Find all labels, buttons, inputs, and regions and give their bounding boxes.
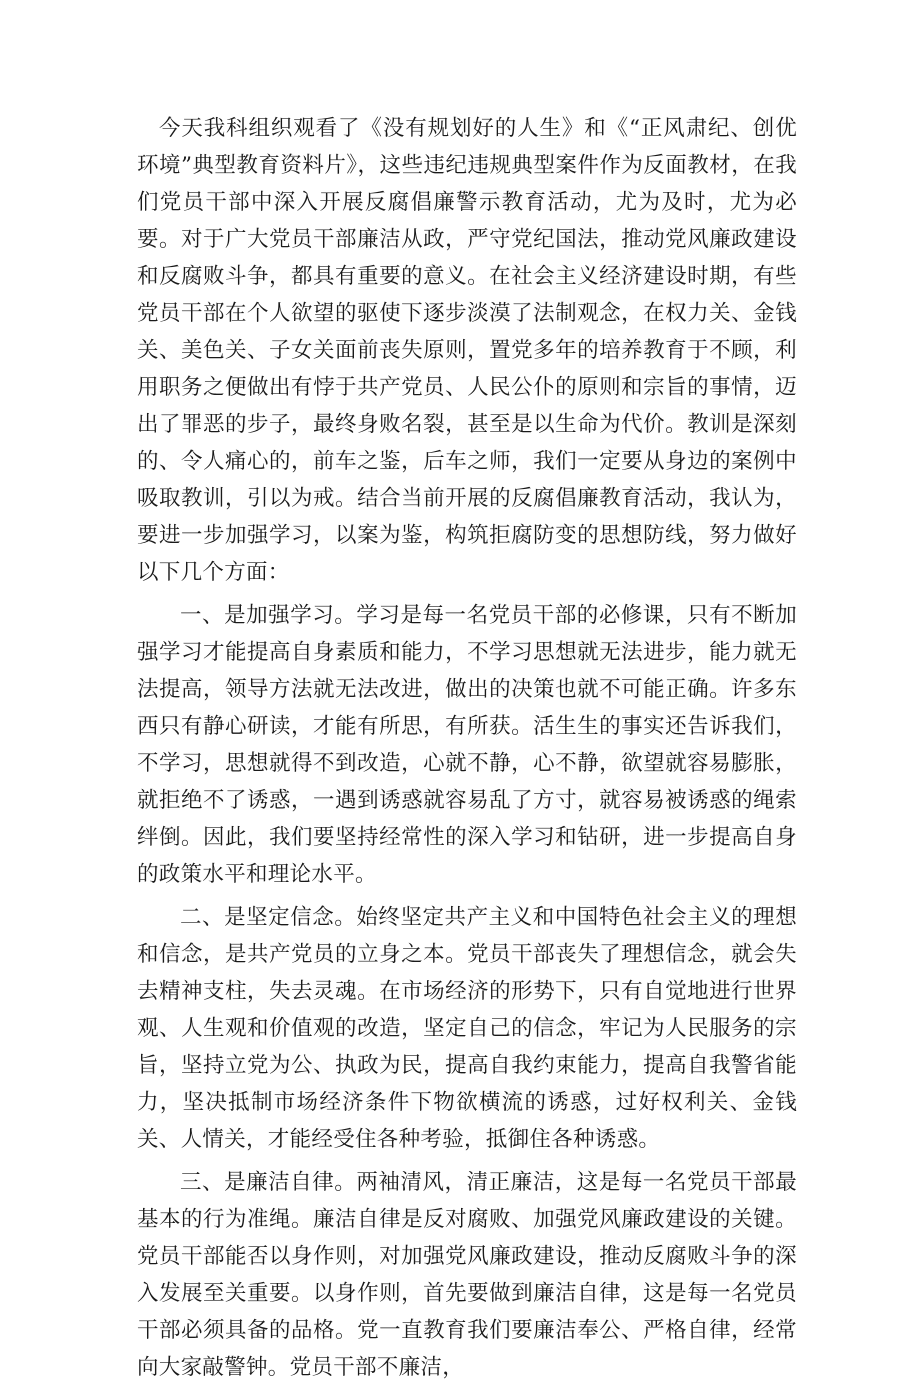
paragraph-firm-belief: 二、是坚定信念。始终坚定共产主义和中国特色社会主义的理想和信念，是共产党员的立身之本。党员干部丧失了理想信念，就会失去精神支柱，失去灵魂。在市场经济的形势下，只有自觉地进行世界观、人生观和价值观的改造，坚定自己的信念，牢记为人民服务的宗旨，坚持立党为公、执政为民，提高自我约束能力，提高自我警省能力，坚决抵制市场经济条件下物欲横流的诱惑，过好权利关、金钱关、人情关，才能经受住各种考验，抵御住各种诱惑。 <box>137 905 797 1152</box>
paragraph-self-discipline: 三、是廉洁自律。两袖清风，清正廉洁，这是每一名党员干部最基本的行为准绳。廉洁自律是反对腐败、加强党风廉政建设的关键。党员干部能否以身作则，对加强党风廉政建设，推动反腐败斗争的深入发展至关重要。以身作则，首先要做到廉洁自律，这是每一名党员干部必须具备的品格。党一直教育我们要廉洁奉公、严格自律，经常向大家敲警钟。党员干部不廉洁， <box>137 1170 797 1380</box>
paragraph-intro: 今天我科组织观看了《没有规划好的人生》和《“正风肃纪、创优环境”典型教育资料片》，这些违纪违规典型案件作为反面教材，在我们党员干部中深入开展反腐倡廉警示教育活动，尤为及时，尤为必要。对于广大党员干部廉洁从政，严守党纪国法，推动党风廉政建设和反腐败斗争，都具有重要的意义。在社会主义经济建设时期，有些党员干部在个人欲望的驱使下逐步淡漠了法制观念，在权力关、金钱关、美色关、子女关面前丧失原则，置党多年的培养教育于不顾，利用职务之便做出有悖于共产党员、人民公仆的原则和宗旨的事情，迈出了罪恶的步子，最终身败名裂，甚至是以生命为代价。教训是深刻的、令人痛心的，前车之鉴，后车之师，我们一定要从身边的案例中吸取教训，引以为戒。结合当前开展的反腐倡廉教育活动，我认为，要进一步加强学习，以案为鉴，构筑拒腐防变的思想防线，努力做好以下几个方面： <box>137 116 797 585</box>
document-body <box>137 110 797 1386</box>
paragraph-strengthen-study: 一、是加强学习。学习是每一名党员干部的必修课，只有不断加强学习才能提高自身素质和能力，不学习思想就无法进步，能力就无法提高，领导方法就无法改进，做出的决策也就不可能正确。许多东西只有静心研读，才能有所思，有所获。活生生的事实还告诉我们，不学习，思想就得不到改造，心就不静，心不静，欲望就容易膨胀，就拒绝不了诱惑，一遇到诱惑就容易乱了方寸，就容易被诱惑的绳索绊倒。因此，我们要坚持经常性的深入学习和钻研，进一步提高自身的政策水平和理论水平。 <box>137 603 797 887</box>
